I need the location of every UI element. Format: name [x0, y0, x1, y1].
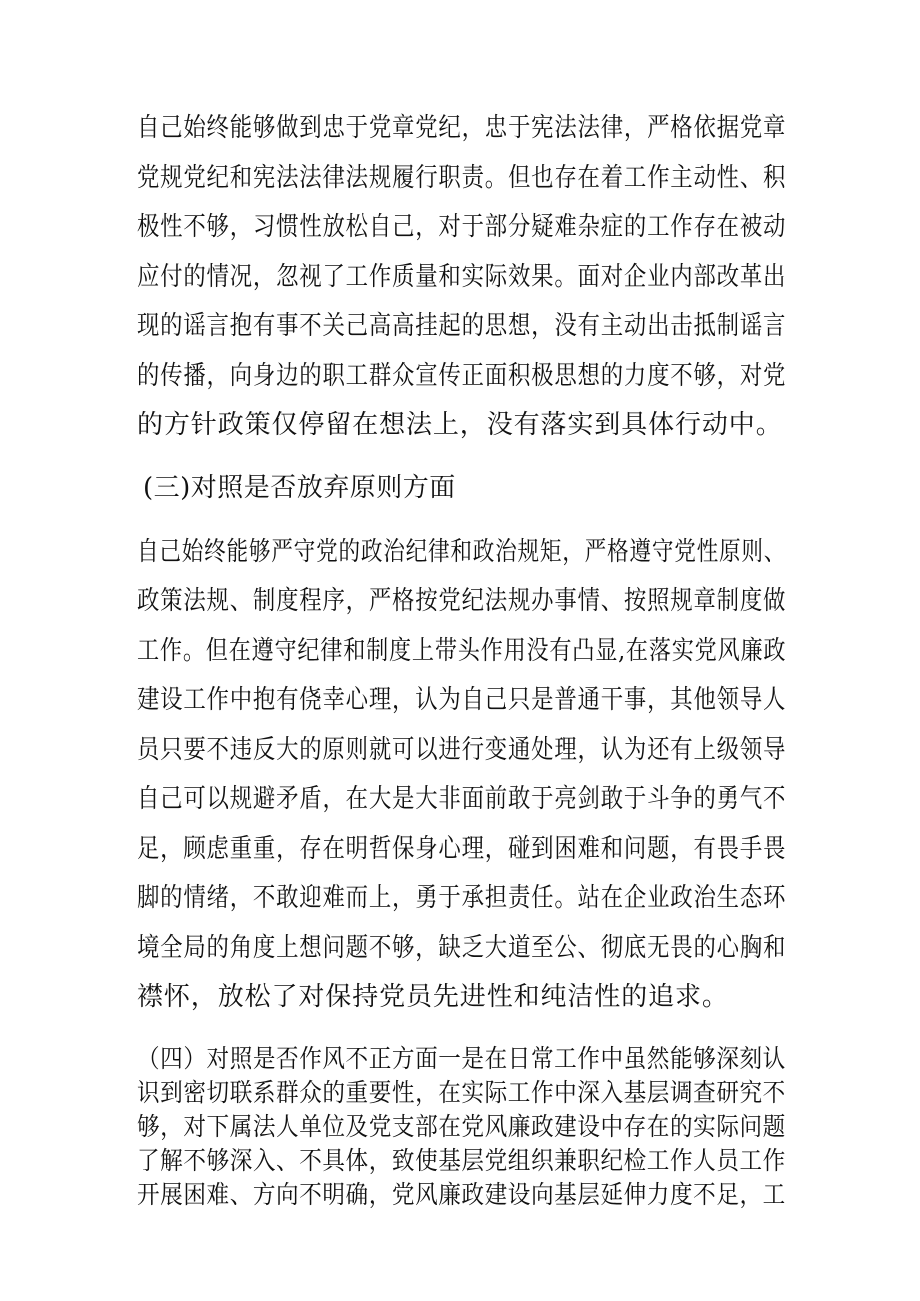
paragraph-line: 足，顾虑重重，存在明哲保身心理，碰到困难和问题，有畏手畏 [137, 834, 787, 864]
paragraph-line: 极性不够，习惯性放松自己，对于部分疑难杂症的工作存在被动 [137, 212, 787, 242]
paragraph-line: 的方针政策仅停留在想法上，没有落实到具体行动中。 [137, 410, 783, 440]
paragraph-line: 党规党纪和宪法法律法规履行职责。但也存在着工作主动性、积 [137, 163, 787, 193]
paragraph-line: 政策法规、制度程序，严格按党纪法规办事情、按照规章制度做 [137, 586, 787, 616]
paragraph-line: 识到密切联系群众的重要性，在实际工作中深入基层调查研究不 [137, 1078, 786, 1107]
paragraph-line: 境全局的角度上想问题不够，缺乏大道至公、彻底无畏的心胸和 [137, 933, 787, 963]
paragraph-line: 襟怀，放松了对保持党员先进性和纯洁性的追求。 [137, 982, 729, 1012]
paragraph-line: 建设工作中抱有侥幸心理，认为自己只是普通干事，其他领导人 [137, 685, 787, 715]
paragraph-line: 自己可以规避矛盾，在大是大非面前敢于亮剑敢于斗争的勇气不 [137, 784, 787, 814]
paragraph-line: 员只要不违反大的原则就可以进行变通处理，认为还有上级领导 [137, 735, 787, 765]
paragraph-line: 自己始终能够做到忠于党章党纪，忠于宪法法律，严格依据党章 [137, 113, 787, 143]
paragraph-line: 了解不够深入、不具体，致使基层党组织兼职纪检工作人员工作 [137, 1146, 786, 1175]
section-heading: (三)对照是否放弃原则方面 [143, 473, 456, 503]
paragraph-line: 工作。但在遵守纪律和制度上带头作用没有凸显,在落实党风廉政 [137, 636, 787, 666]
paragraph-line: 现的谣言抱有事不关己高高挂起的思想，没有主动出击抵制谣言 [137, 311, 787, 341]
paragraph-line: 够，对下属法人单位及党支部在党风廉政建设中存在的实际问题 [137, 1112, 786, 1141]
paragraph-line: 的传播，向身边的职工群众宣传正面积极思想的力度不够，对党 [137, 361, 787, 391]
paragraph-line: 自己始终能够严守党的政治纪律和政治规矩，严格遵守党性原则、 [137, 537, 787, 567]
paragraph-line: 应付的情况，忽视了工作质量和实际效果。面对企业内部改革出 [137, 262, 787, 292]
paragraph-line: 开展困难、方向不明确，党风廉政建设向基层延伸力度不足，工 [137, 1180, 786, 1209]
paragraph-line: 脚的情绪，不敢迎难而上，勇于承担责任。站在企业政治生态环 [137, 883, 787, 913]
paragraph-line: （四）对照是否作风不正方面一是在日常工作中虽然能够深刻认 [137, 1044, 786, 1073]
